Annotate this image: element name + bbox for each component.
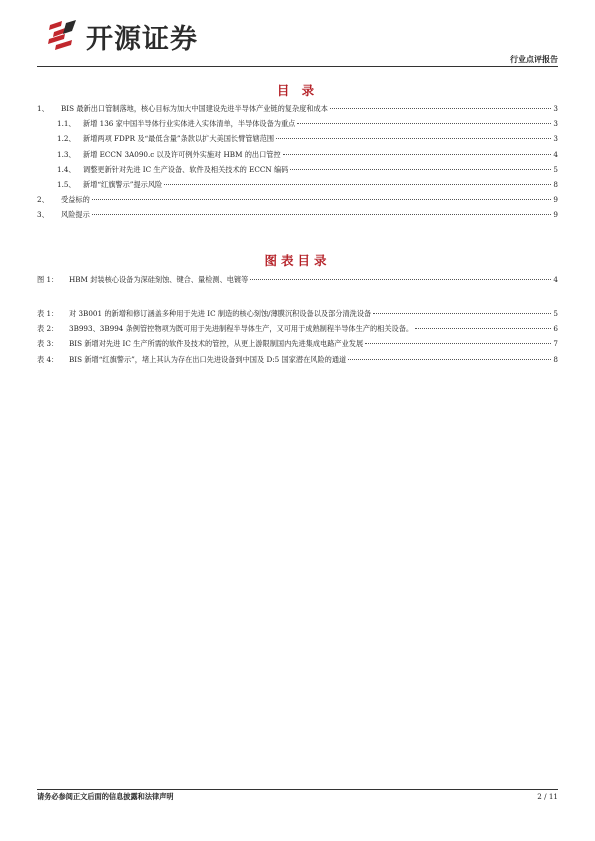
- toc-entry[interactable]: [37, 195, 558, 210]
- toc-entry[interactable]: [37, 150, 558, 165]
- page-header: [0, 0, 595, 70]
- figure-entry-label: HBM 封装核心设备为深硅刻蚀、键合、量检测、电镀等: [69, 275, 249, 284]
- toc-entry-page: 3: [553, 119, 558, 129]
- toc-entry-number: 3、: [37, 210, 49, 220]
- logo-text: 开源证券: [86, 23, 198, 55]
- table-entry-page: 7: [553, 339, 558, 349]
- figures-list: [37, 275, 558, 290]
- footer-disclaimer: 请务必参阅正文后面的信息披露和法律声明: [37, 792, 174, 801]
- table-entry[interactable]: [37, 309, 558, 324]
- header-divider: [37, 66, 558, 67]
- toc-entry-label: 新增“红旗警示”提示风险: [83, 179, 163, 189]
- toc-entry[interactable]: [37, 210, 558, 225]
- figure-entry[interactable]: [37, 275, 558, 290]
- dot-leader: [373, 313, 551, 314]
- table-entry-number: 表 3：: [37, 339, 59, 349]
- toc-entry-label: 受益标的: [61, 195, 90, 205]
- toc-entry[interactable]: [37, 180, 558, 195]
- toc-entry-number: 1.3、: [57, 149, 76, 159]
- dot-leader: [250, 279, 551, 280]
- toc-entry-page: 5: [553, 164, 558, 174]
- table-entry[interactable]: [37, 355, 558, 370]
- table-entry-number: 表 1：: [37, 309, 59, 318]
- table-entry-page: 5: [553, 309, 558, 318]
- toc-entry-page: 4: [553, 149, 558, 159]
- dot-leader: [164, 184, 551, 185]
- logo-mark-icon: [46, 19, 80, 53]
- dot-leader: [415, 328, 551, 329]
- table-entry-number: 表 4：: [37, 354, 59, 364]
- table-entry-label: BIS 新增“红旗警示”，堵上其认为存在出口先进设备到中国及 D:5 国家潜在风险的通道: [69, 354, 347, 364]
- toc-entry[interactable]: [37, 119, 558, 134]
- report-type-label: 行业点评报告: [510, 55, 558, 64]
- table-entry-label: 对 3B001 的新增和修订涵盖多种用于先进 IC 制造的核心刻蚀/薄膜沉积设备以及部分清洗设备: [69, 309, 372, 318]
- toc-entry-page: 8: [553, 179, 558, 189]
- toc-entry-page: 9: [553, 210, 558, 220]
- toc-entry-page: 3: [553, 104, 558, 113]
- toc-title: 目 录: [276, 83, 319, 98]
- toc-entry-label: 调整更新针对先进 IC 生产设备、软件及相关技术的 ECCN 编码: [83, 164, 289, 174]
- toc-entry-number: 2、: [37, 195, 49, 205]
- dot-leader: [283, 154, 552, 155]
- dot-leader: [330, 108, 552, 109]
- tables-list: [37, 309, 558, 370]
- table-of-contents: [37, 104, 558, 226]
- table-entry-page: 6: [553, 324, 558, 334]
- table-entry-number: 表 2：: [37, 324, 59, 334]
- dot-leader: [92, 199, 552, 200]
- table-entry-label: BIS 新增对先进 IC 生产所需的软件及技术的管控，从更上游限制国内先进集成电路产业发展: [69, 339, 364, 349]
- dot-leader: [276, 138, 551, 139]
- dot-leader: [348, 359, 551, 360]
- footer-divider: [37, 789, 558, 790]
- toc-entry-number: 1.4、: [57, 164, 76, 174]
- toc-entry-label: BIS 最新出口管制落地，核心目标为加大中国建设先进半导体产业链的复杂度和成本: [61, 104, 328, 113]
- dot-leader: [365, 343, 551, 344]
- table-entry-page: 8: [553, 354, 558, 364]
- toc-entry[interactable]: [37, 134, 558, 149]
- toc-entry-label: 新增两项 FDPR 及“最低含量”条款以扩大美国长臂管辖范围: [83, 134, 275, 144]
- toc-entry-label: 新增 ECCN 3A090.c 以及许可例外实施对 HBM 的出口管控: [83, 149, 281, 159]
- dot-leader: [290, 169, 551, 170]
- company-logo: [46, 18, 198, 54]
- toc-entry-label: 风险提示: [61, 210, 90, 220]
- toc-entry[interactable]: [37, 165, 558, 180]
- toc-entry-number: 1.5、: [57, 179, 76, 189]
- figures-toc-title: 图表目录: [264, 253, 331, 268]
- table-entry-label: 3B993、3B994 条例管控物项为既可用于先进制程半导体生产，又可用于成熟制程半导体生产的相关设备。: [69, 324, 414, 334]
- toc-entry-page: 9: [553, 195, 558, 205]
- dot-leader: [92, 214, 552, 215]
- toc-entry-number: 1.1、: [57, 119, 76, 129]
- figure-entry-number: 图 1：: [37, 275, 59, 284]
- toc-entry-page: 3: [553, 134, 558, 144]
- toc-entry-number: 1.2、: [57, 134, 76, 144]
- table-entry[interactable]: [37, 324, 558, 339]
- figure-entry-page: 4: [553, 275, 558, 284]
- page-number: 2 / 11: [537, 792, 558, 801]
- toc-entry-number: 1、: [37, 104, 49, 113]
- table-entry[interactable]: [37, 339, 558, 354]
- dot-leader: [297, 123, 551, 124]
- toc-entry[interactable]: [37, 104, 558, 119]
- toc-entry-label: 新增 136 家中国半导体行业实体进入实体清单，半导体设备为重点: [83, 119, 296, 129]
